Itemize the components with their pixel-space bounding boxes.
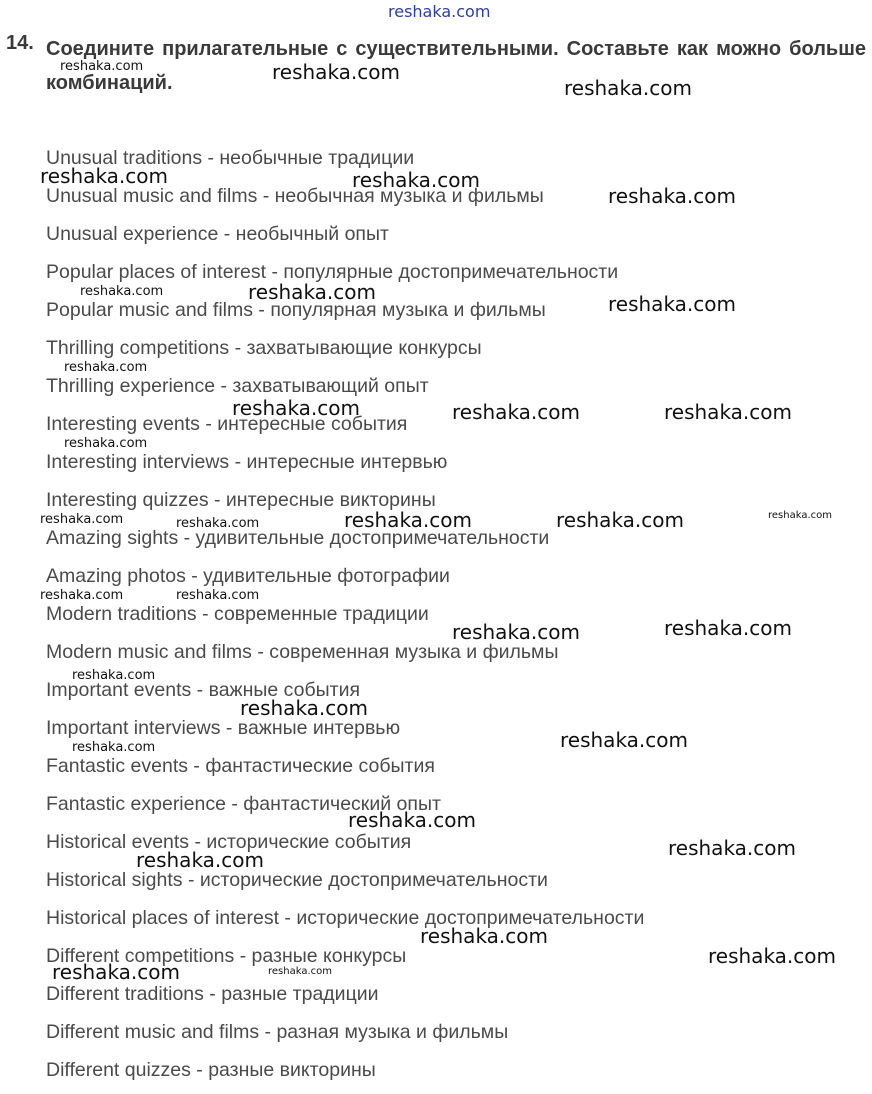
list-item: Interesting events - интересные события [46, 413, 408, 435]
watermark: reshaka.com [80, 284, 164, 299]
task-number: 14. [6, 32, 34, 54]
watermark: reshaka.com [232, 396, 360, 420]
watermark: reshaka.com [708, 944, 836, 968]
watermark: reshaka.com [272, 60, 400, 84]
watermark: reshaka.com [64, 436, 148, 451]
list-item: Historical places of interest - исторические достопримечательности [46, 907, 645, 929]
watermark: reshaka.com [64, 360, 148, 375]
list-item: Amazing sights - удивительные достопримечательности [46, 527, 550, 549]
watermark: reshaka.com [240, 696, 368, 720]
watermark: reshaka.com [40, 588, 124, 603]
list-item: Modern traditions - современные традиции [46, 603, 429, 625]
header-watermark: reshaka.com [388, 2, 491, 21]
list-item: Thrilling competitions - захватывающие конкурсы [46, 337, 482, 359]
watermark: reshaka.com [72, 740, 156, 755]
watermark: reshaka.com [52, 960, 180, 984]
list-item: Different traditions - разные традиции [46, 983, 379, 1005]
list-item: Interesting interviews - интересные интервью [46, 451, 448, 473]
watermark: reshaka.com [72, 668, 156, 683]
list-item: Important interviews - важные интервью [46, 717, 401, 739]
list-item: Popular music and films - популярная музыка и фильмы [46, 299, 546, 321]
list-item: Interesting quizzes - интересные викторины [46, 489, 436, 511]
list-item: Thrilling experience - захватывающий опыт [46, 375, 429, 397]
list-item: Modern music and films - современная музыка и фильмы [46, 641, 559, 663]
watermark: reshaka.com [556, 508, 684, 532]
list-item: Different competitions - разные конкурсы [46, 945, 407, 967]
watermark: reshaka.com [248, 280, 376, 304]
watermark: reshaka.com [344, 508, 472, 532]
task-instruction: Соедините прилагательные с существительными. Составьте как можно больше комбинаций. [46, 38, 866, 94]
list-item: Unusual traditions - необычные традиции [46, 147, 415, 169]
list-item: Unusual experience - необычный опыт [46, 223, 389, 245]
list-item: Amazing photos - удивительные фотографии [46, 565, 450, 587]
watermark: reshaka.com [60, 59, 144, 74]
list-item: Fantastic events - фантастические события [46, 755, 435, 777]
watermark: reshaka.com [176, 516, 260, 531]
watermark: reshaka.com [40, 164, 168, 188]
list-item: Different music and films - разная музыка и фильмы [46, 1021, 509, 1043]
combination-list [46, 144, 644, 1094]
list-item: Important events - важные события [46, 679, 361, 701]
list-item: Popular places of interest - популярные достопримечательности [46, 261, 619, 283]
watermark: reshaka.com [452, 400, 580, 424]
watermark: reshaka.com [664, 400, 792, 424]
watermark: reshaka.com [668, 836, 796, 860]
list-item: Different quizzes - разные викторины [46, 1059, 376, 1081]
list-item: Historical events - исторические события [46, 831, 412, 853]
watermark: reshaka.com [768, 510, 832, 521]
list-item: Historical sights - исторические достопримечательности [46, 869, 548, 891]
watermark: reshaka.com [268, 966, 332, 977]
watermark: reshaka.com [352, 168, 480, 192]
watermark: reshaka.com [452, 620, 580, 644]
watermark: reshaka.com [136, 848, 264, 872]
watermark: reshaka.com [40, 512, 124, 527]
watermark: reshaka.com [608, 292, 736, 316]
watermark: reshaka.com [664, 616, 792, 640]
watermark: reshaka.com [560, 728, 688, 752]
list-item: Fantastic experience - фантастический опыт [46, 793, 441, 815]
watermark: reshaka.com [348, 808, 476, 832]
watermark: reshaka.com [608, 184, 736, 208]
watermark: reshaka.com [176, 588, 260, 603]
list-item: Unusual music and films - необычная музыка и фильмы [46, 185, 544, 207]
watermark: reshaka.com [420, 924, 548, 948]
watermark: reshaka.com [564, 76, 692, 100]
